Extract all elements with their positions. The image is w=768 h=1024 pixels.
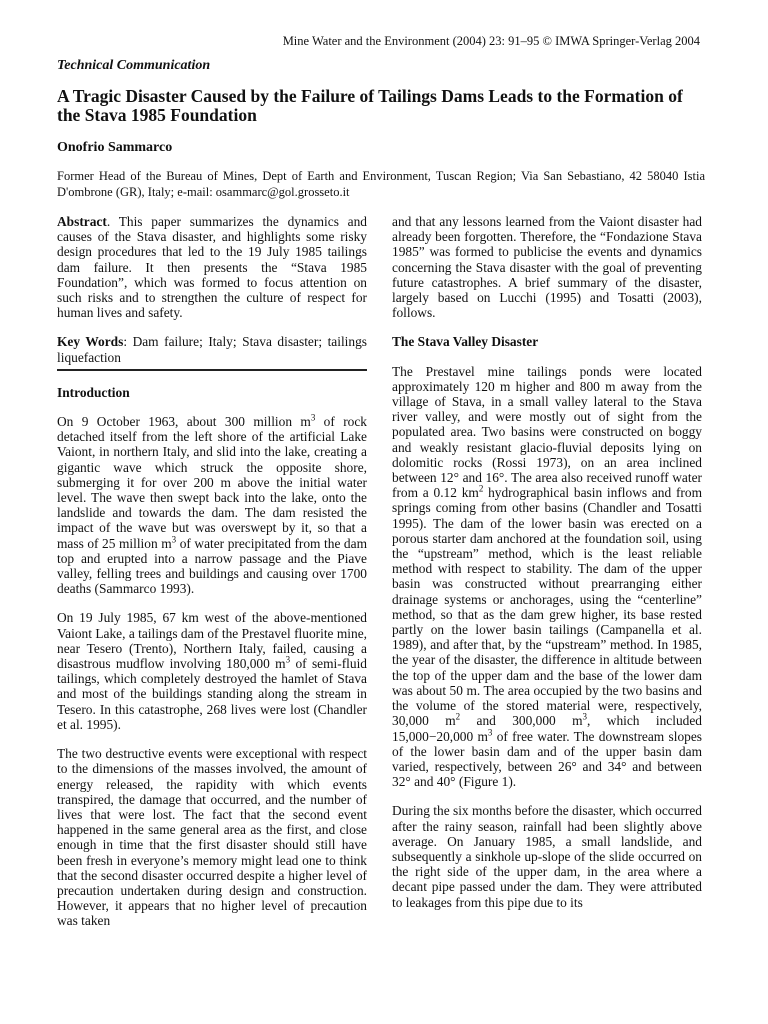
intro-p1-text-c: of water precipitated from the dam top and erupted into a narrow passage and the Piave valley, felling trees and buildings and causing over 1700 deaths (Sammarco 1993). <box>57 535 367 597</box>
stava-paragraph-2: During the six months before the disaster, which occurred after the rainy season, rainfall had been slightly above average. On January 1985, a small landslide, and subsequently a sinkhole up-slope of the slide occurred on the right side of the upper dam, in the area where a decant pipe passed under the dam. They were attributed to leakages from this pipe due to its <box>392 803 702 910</box>
stava-p1-text-b: hydrographical basin inflows and from springs coming from other basins (Chandler and Tosatti 1995). The dam of the lower basin was erected on a porous starter dam anchored at the foundation soil, using the “upstream” method, which is the least reliable method with respect to stability. The dam of the upper basin was constructed without prearranging either drainage systems or anchorages, using the “centerline” method, so that as the dam grew higher, its base rested partly on the lower basin tailings (Campanella et al. 1989), and after that, by the “upstream” method. In 1985, the year of the disaster, the difference in altitude between the top of the upper dam and the base of the lower dam was about 50 m. The area occupied by the two basins and the volume of the stored material were, respectively, 30,000 m <box>392 485 702 729</box>
superscript: 2 <box>455 711 461 722</box>
superscript: 3 <box>285 654 291 665</box>
abstract <box>57 214 367 320</box>
introduction-heading: Introduction <box>57 384 130 400</box>
stava-paragraph-1 <box>392 364 702 790</box>
stava-p1-text-e: of free water. The downstream slopes of the lower basin dam and of the upper basin dam varied, respectively, between 26° and 34° and between 32° and 40° (Figure 1). <box>392 728 702 790</box>
abstract-label: Abstract <box>57 214 107 229</box>
intro-paragraph-1 <box>57 414 367 596</box>
intro-p1-text-a: On 9 October 1963, about 300 million m <box>57 414 311 430</box>
intro-p2-text-a: On 19 July 1985, 67 km west of the above-mentioned Vaiont Lake, a tailings dam of the Prestavel fluorite mine, near Tesero (Trento), Northern Italy, failed, causing a disastrous mudflow involving 180,000 m <box>57 610 367 672</box>
paper-title: A Tragic Disaster Caused by the Failure of Tailings Dams Leads to the Formation of the Stava 1985 Foundation <box>57 86 683 125</box>
author-name: Onofrio Sammarco <box>57 140 173 155</box>
right-column <box>392 214 702 924</box>
stava-p1-text-d: , which included 15,000−20,000 m <box>392 713 702 744</box>
stava-p1-text-c: and 300,000 m <box>460 713 583 729</box>
keywords-label: Key Words <box>57 334 124 350</box>
left-column <box>57 214 367 943</box>
superscript: 3 <box>582 711 588 722</box>
intro-paragraph-3: The two destructive events were exceptional with respect to the dimensions of the masses involved, the amount of energy released, the rapidity with which events transpired, the damage that occurred, and the number of lives that were lost. The fact that the second event happened in the same general area as the first, and close enough in time that the first disaster should still have been fresh in everyone’s memory might lead one to think that the second disaster occurred despite a higher level of precaution undertaken during design and construction. However, it appears that no higher level of precaution was taken <box>57 746 367 929</box>
author-affiliation: Former Head of the Bureau of Mines, Dept of Earth and Environment, Tuscan Region; Via San Sebastiano, 42 58040 Istia D'ombrone (GR), Italy; e-mail: osammarc@gol.grosseto.it <box>57 169 705 199</box>
abstract-text: . This paper summarizes the dynamics and causes of the Stava disaster, and highlights some risky design procedures that led to the 19 July 1985 tailings dam failure. It then presents the “Stava 1985 Foundation”, which was formed to focus attention on such risks and to strengthen the culture of respect for human lives and safety. <box>57 214 367 321</box>
continuation-paragraph: and that any lessons learned from the Vaiont disaster had already been forgotten. Therefore, the “Fondazione Stava 1985” was formed to publicise the events and dynamics concerning the Stava disaster with the goal of preventing future catastrophes. A brief summary of the disaster, largely based on Lucchi (1995) and Tosatti (2003), follows. <box>392 214 702 321</box>
stava-p1-text-a: The Prestavel mine tailings ponds were located approximately 120 m higher and 800 m away from the village of Stava, in a small valley lateral to the Stava river valley, and were mostly out of sight from the populated area. Two basins were constructed on boggy and weakly resistant glacio-fluvial deposits lying on dolomitic rocks (Rossi 1973), on an area inclined between 12° and 16°. The area also received runoff water from a 0.12 km <box>392 363 702 501</box>
superscript: 2 <box>478 483 484 494</box>
section-type: Technical Communication <box>57 58 211 73</box>
superscript: 3 <box>487 727 493 738</box>
intro-paragraph-2 <box>57 610 367 732</box>
intro-p1-text-b: of rock detached itself from the left shore of the artificial Lake Vaiont, in northern Italy, and slid into the lake, creating a gigantic wave which struck the opposite shore, submerging it for over 200 m above the initial water level. The wave then swept back into the lake, onto the landslide and towards the dam. The dam resisted the impact of the wave but was overswept by it, so that a mass of 25 million m <box>57 414 367 551</box>
intro-p2-text-b: of semi-fluid tailings, which completely destroyed the hamlet of Stava and most of the buildings standing along the stream in Tesero. In this catastrophe, 268 lives were lost (Chandler et al. 1995). <box>57 656 367 732</box>
section-divider <box>57 369 367 371</box>
journal-citation: Mine Water and the Environment (2004) 23: 91–95 © IMWA Springer-Verlag 2004 <box>282 34 700 48</box>
superscript: 3 <box>171 534 177 545</box>
keywords-text: : Dam failure; Italy; Stava disaster; tailings liquefaction <box>57 334 368 365</box>
stava-heading: The Stava Valley Disaster <box>392 334 539 350</box>
keywords <box>57 334 367 364</box>
superscript: 3 <box>310 412 316 423</box>
